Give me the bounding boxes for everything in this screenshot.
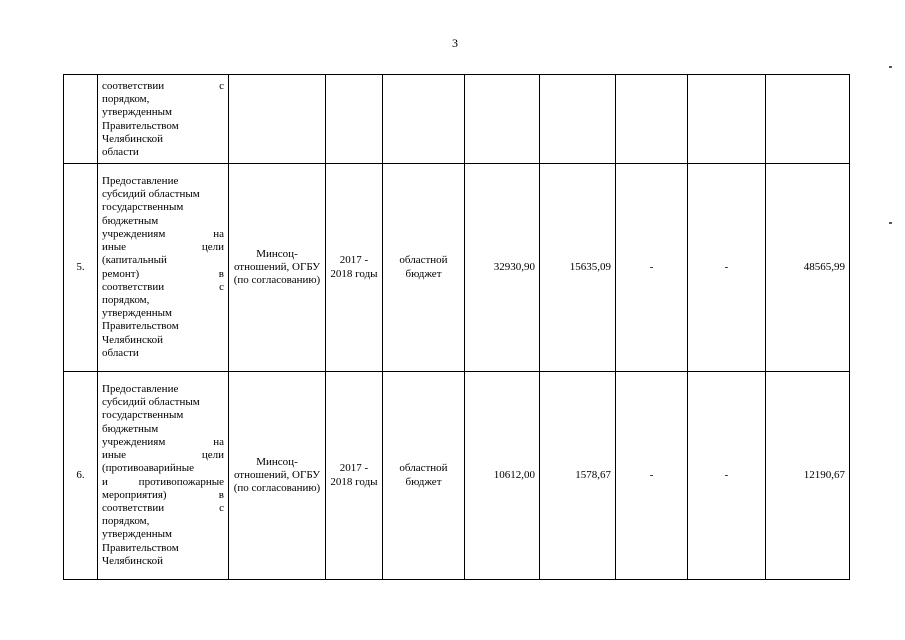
measure-name-line: и противопожарные bbox=[102, 475, 224, 488]
measure-name-line: учреждениям на bbox=[102, 435, 224, 448]
measure-name-line: порядком, bbox=[102, 293, 150, 306]
amount-2019-cell: - bbox=[616, 164, 688, 372]
measure-name-line: Челябинской bbox=[102, 333, 164, 346]
source-cell bbox=[383, 75, 465, 164]
executor-cell: Минсоц-отношений, ОГБУ (по согласованию) bbox=[229, 164, 326, 372]
amount-2020-cell bbox=[688, 75, 766, 164]
executor-cell bbox=[229, 75, 326, 164]
measure-name-line: субсидий областным bbox=[102, 396, 200, 409]
measure-name-line: области bbox=[102, 346, 139, 359]
measure-name-line: утвержденным bbox=[102, 106, 173, 119]
period-cell bbox=[326, 75, 383, 164]
table-row-continuation bbox=[64, 75, 850, 164]
measure-name-line: Предоставление bbox=[102, 383, 179, 396]
measure-name-line: (противоаварийные bbox=[102, 462, 194, 475]
measure-name-line: утвержденным bbox=[102, 307, 173, 320]
measure-name-line: Правительством bbox=[102, 320, 179, 333]
measure-name-line: соответствии с bbox=[102, 501, 224, 514]
total-cell bbox=[766, 75, 850, 164]
measure-name-cell bbox=[98, 164, 229, 372]
measure-name-line: ремонт) в bbox=[102, 267, 224, 280]
measure-name-line: Челябинской bbox=[102, 554, 164, 567]
measure-name-line: субсидий областным bbox=[102, 188, 200, 201]
measure-name-line: государственным bbox=[102, 201, 184, 214]
amount-2017-cell: 10612,00 bbox=[465, 372, 540, 580]
executor-cell: Минсоц-отношений, ОГБУ (по согласованию) bbox=[229, 372, 326, 580]
measure-name-line: учреждениям на bbox=[102, 227, 224, 240]
measure-name-line: области bbox=[102, 145, 139, 158]
row-number-cell: 5. bbox=[64, 164, 98, 372]
measure-name-line: утвержденным bbox=[102, 528, 173, 541]
amount-2017-cell: 32930,90 bbox=[465, 164, 540, 372]
measure-name-line: Правительством bbox=[102, 119, 179, 132]
measure-name-line: бюджетным bbox=[102, 422, 159, 435]
measure-name-line: иные цели bbox=[102, 449, 224, 462]
amount-2020-cell: - bbox=[688, 164, 766, 372]
measure-name-line: соответствии с bbox=[102, 79, 224, 92]
total-cell: 12190,67 bbox=[766, 372, 850, 580]
row-number-cell bbox=[64, 75, 98, 164]
source-cell: областной бюджет bbox=[383, 372, 465, 580]
amount-2018-cell: 1578,67 bbox=[540, 372, 616, 580]
source-cell: областной бюджет bbox=[383, 164, 465, 372]
total-cell: 48565,99 bbox=[766, 164, 850, 372]
table-row-5 bbox=[64, 164, 850, 372]
measure-name-line: Предоставление bbox=[102, 175, 179, 188]
amount-2017-cell bbox=[465, 75, 540, 164]
measure-name-line: Челябинской bbox=[102, 132, 164, 145]
measure-name-line: мероприятия) в bbox=[102, 488, 224, 501]
scan-mark bbox=[889, 222, 892, 224]
measure-name-line: государственным bbox=[102, 409, 184, 422]
period-cell: 2017 - 2018 годы bbox=[326, 372, 383, 580]
measures-table bbox=[63, 74, 850, 580]
measure-name-line: бюджетным bbox=[102, 214, 159, 227]
measure-name-line: порядком, bbox=[102, 515, 150, 528]
measure-name-line: иные цели bbox=[102, 241, 224, 254]
amount-2018-cell: 15635,09 bbox=[540, 164, 616, 372]
amount-2020-cell: - bbox=[688, 372, 766, 580]
row-number-cell: 6. bbox=[64, 372, 98, 580]
amount-2019-cell: - bbox=[616, 372, 688, 580]
measure-name-line: соответствии с bbox=[102, 280, 224, 293]
measure-name-line: порядком, bbox=[102, 93, 150, 106]
amount-2018-cell bbox=[540, 75, 616, 164]
measure-name-cell bbox=[98, 75, 229, 164]
page-number: 3 bbox=[452, 36, 458, 50]
measure-name-line: (капитальный bbox=[102, 254, 167, 267]
table-row-6 bbox=[64, 372, 850, 580]
scan-mark bbox=[889, 66, 892, 68]
measure-name-cell bbox=[98, 372, 229, 580]
amount-2019-cell bbox=[616, 75, 688, 164]
measure-name-line: Правительством bbox=[102, 541, 179, 554]
period-cell: 2017 - 2018 годы bbox=[326, 164, 383, 372]
